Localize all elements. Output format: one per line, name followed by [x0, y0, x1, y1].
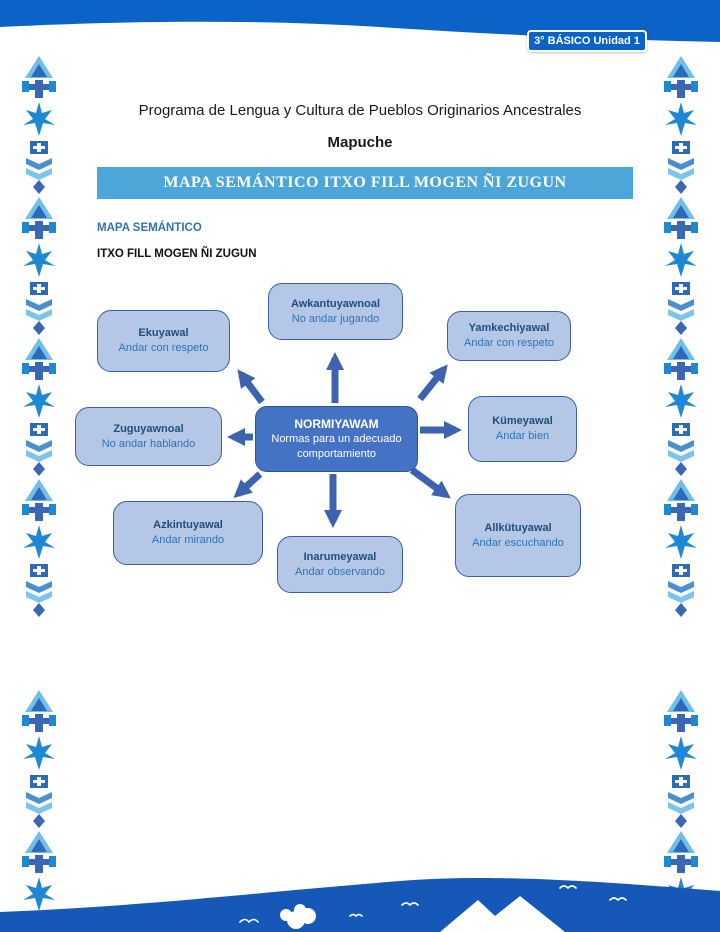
node-subtitle: Andar mirando [151, 534, 225, 546]
banner-title [97, 167, 633, 199]
node-title: Ekuyawal [138, 327, 189, 340]
node-ekuyawal [97, 310, 230, 372]
bottom-wave-band [0, 842, 720, 932]
node-title: Zuguyawnoal [113, 422, 184, 435]
unit-badge-label: 3° BÁSICO Unidad 1 [534, 35, 640, 47]
arrow-upper-right [420, 369, 444, 399]
node-azkintuyawal [113, 501, 263, 565]
banner-title-text: MAPA SEMÁNTICO ITXO FILL MOGEN ÑI ZUGUN [163, 174, 567, 191]
node-zuguyawnoal [75, 407, 222, 466]
node-subtitle: Andar escuchando [472, 536, 564, 549]
node-subtitle: No andar hablando [101, 437, 196, 450]
node-subtitle: Andar bien [495, 430, 550, 442]
section-sublabel: ITXO FILL MOGEN ÑI ZUGUN [97, 248, 257, 260]
node-allkutuyawal [455, 494, 581, 577]
node-title: Kümeyawal [492, 415, 553, 428]
node-subtitle: Andar observando [295, 565, 385, 578]
node-subtitle: No andar jugando [291, 312, 380, 325]
diagram-center-node [255, 406, 418, 472]
language-subtitle: Mapuche [327, 134, 393, 151]
arrow-upper-left [241, 374, 262, 402]
node-title: Allkütuyawal [484, 521, 552, 534]
node-title: Inarumeyawal [303, 550, 377, 563]
right-mapuche-pattern-upper [662, 54, 700, 620]
program-title: Programa de Lengua y Cultura de Pueblos Originarios Ancestrales [138, 102, 582, 119]
node-kumeyawal [468, 396, 577, 462]
node-title: Azkintuyawal [153, 519, 223, 532]
arrow-lower-left [238, 474, 260, 494]
node-subtitle: Andar con respeto [118, 342, 209, 354]
arrow-lower-right [412, 470, 446, 495]
section-label: MAPA SEMÁNTICO [97, 222, 202, 234]
node-inarumeyawal [277, 536, 403, 593]
node-subtitle: Andar con respeto [464, 337, 554, 349]
node-yamkechiyawal [447, 311, 571, 361]
node-awkantuyawnoal [268, 283, 403, 340]
node-title: Yamkechiyawal [468, 322, 550, 335]
left-mapuche-pattern-upper [20, 54, 58, 620]
unit-badge [527, 30, 647, 52]
center-node-subtitle: Normas para un adecuado comportamiento [271, 433, 402, 461]
node-title: Awkantuyawnoal [290, 297, 381, 310]
center-node-title: NORMIYAWAM [294, 417, 379, 432]
